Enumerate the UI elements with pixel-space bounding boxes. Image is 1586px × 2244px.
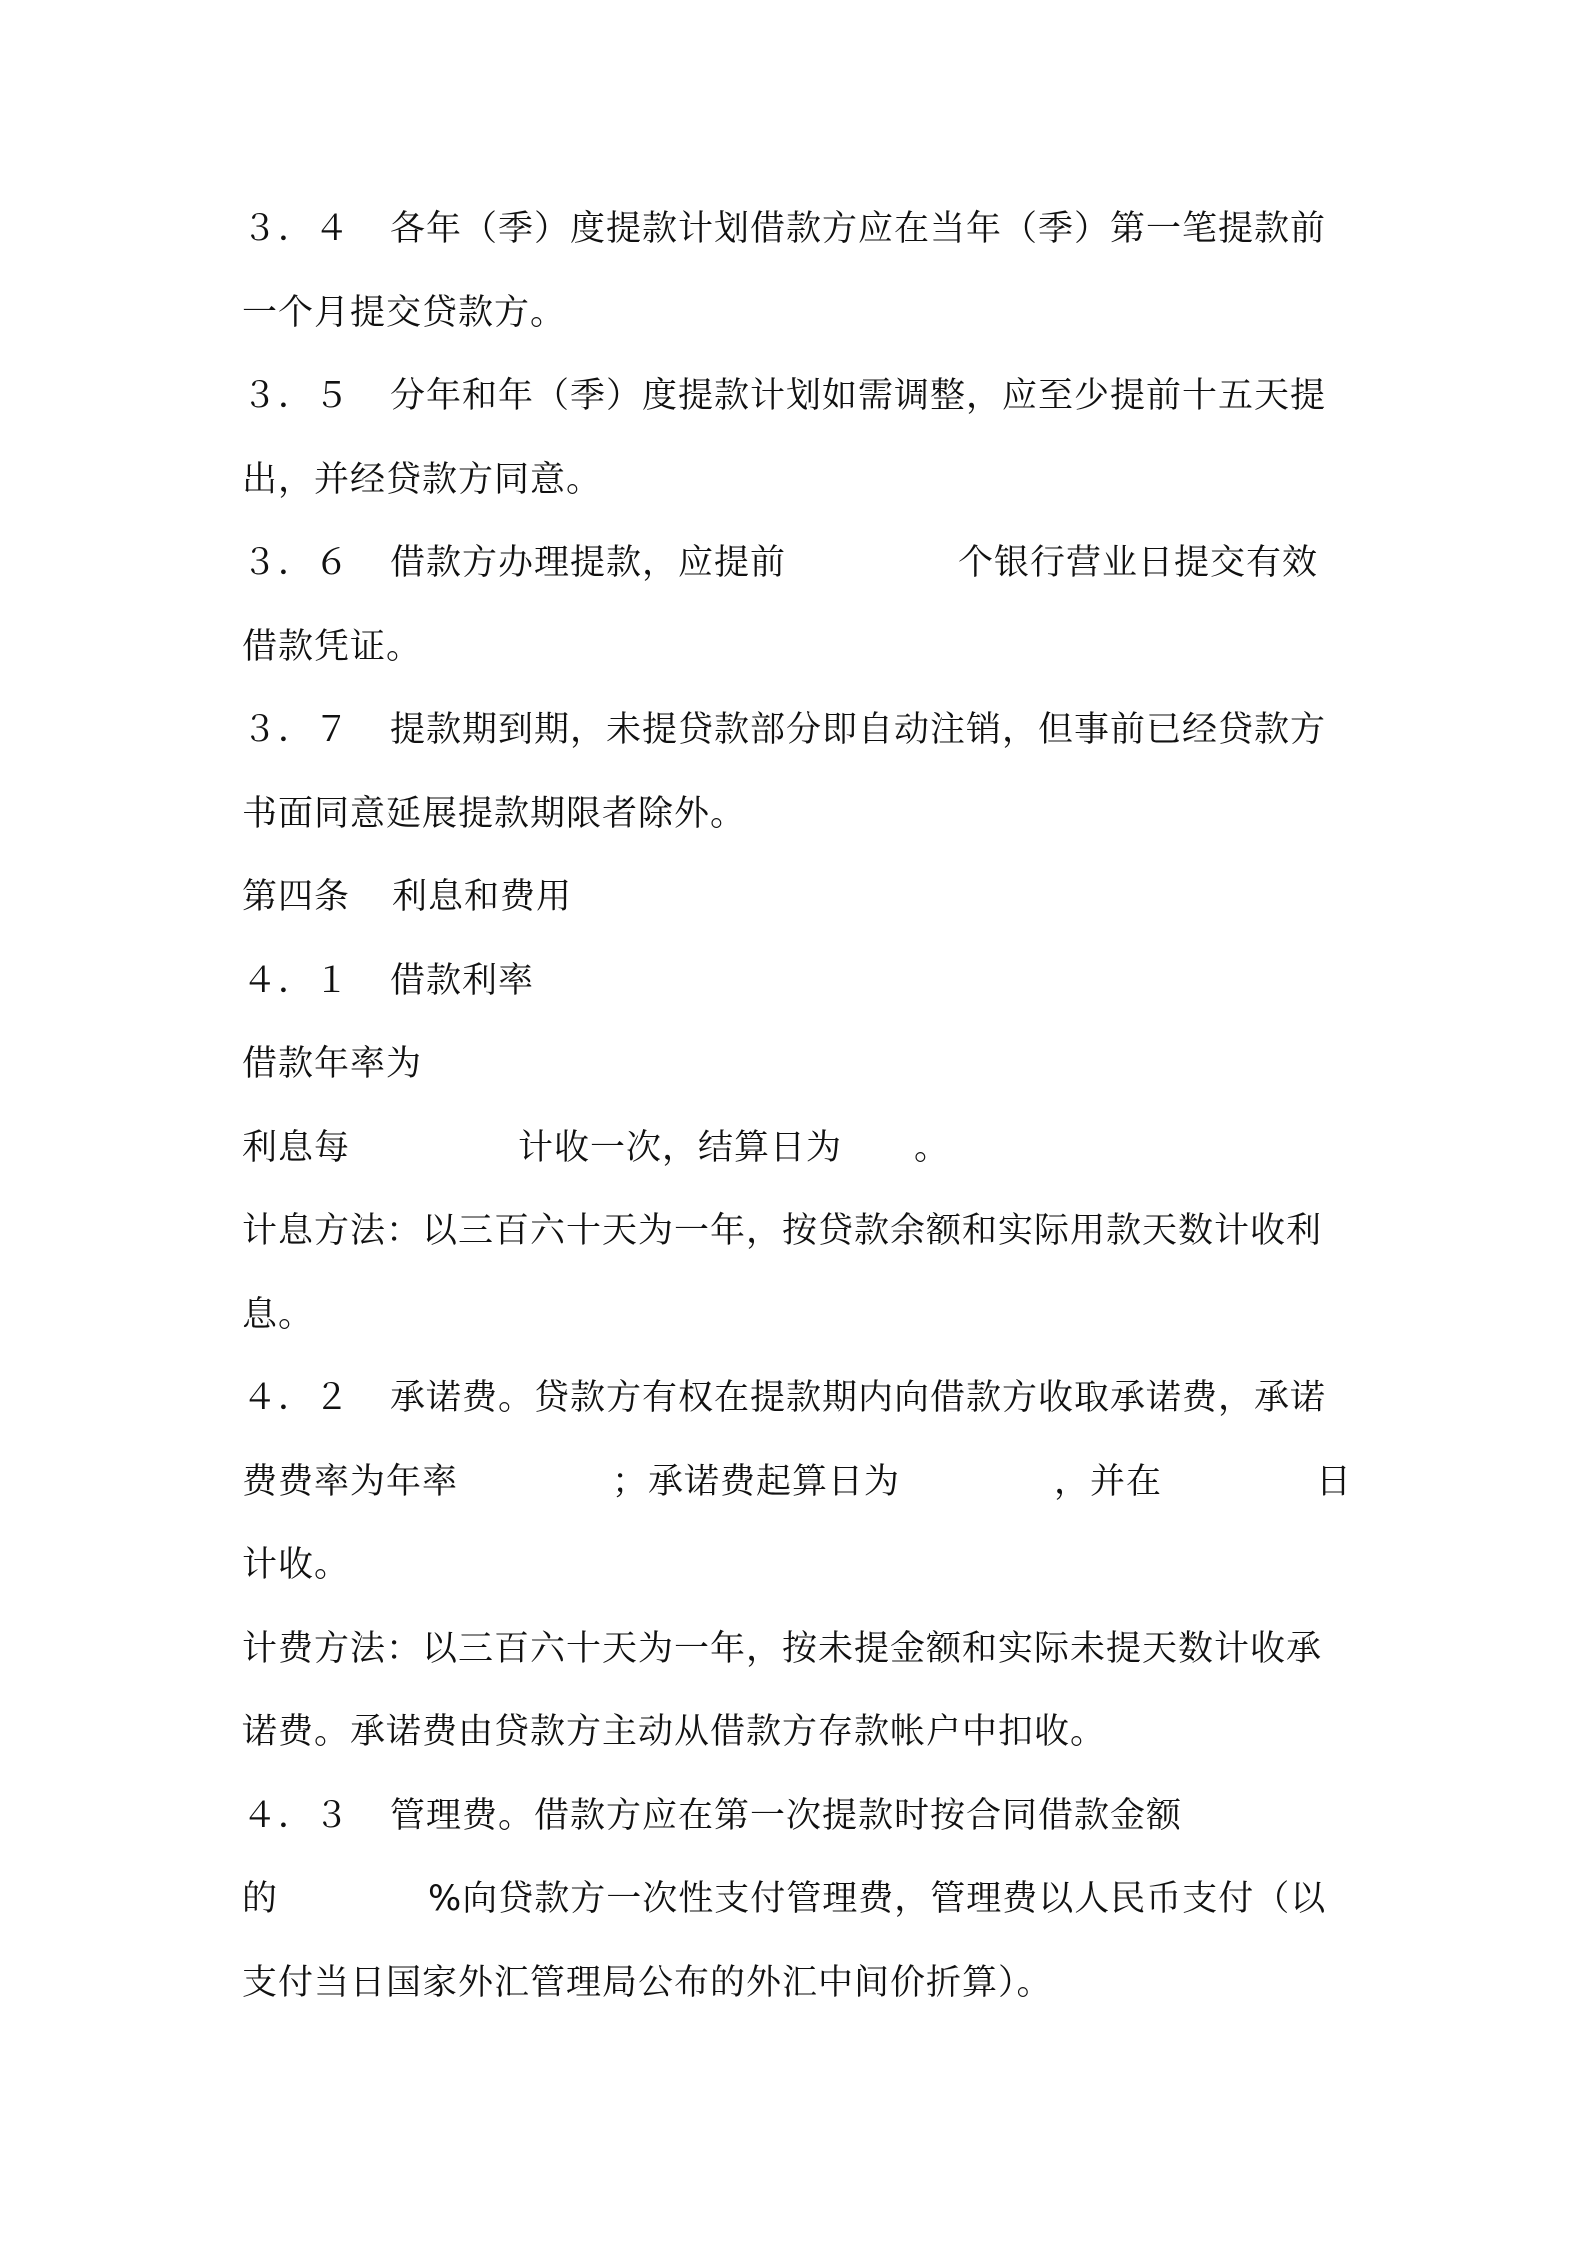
clause-text: 的 (242, 1879, 279, 1919)
clause-number: ３．６ (242, 543, 351, 583)
clause-text: 分年和年（季）度提款计划如需调整，应至少提前十五天提 (390, 376, 1327, 416)
clause-4-2-line-2 (242, 1452, 1352, 1512)
article-4-heading (242, 867, 1352, 927)
clause-4-3-line-1 (242, 1786, 1352, 1846)
clause-text: 日 (1315, 1462, 1352, 1502)
clause-4-1-rate-line (242, 1034, 1352, 1094)
clause-text: 出，并经贷款方同意。 (242, 460, 603, 500)
clause-number: ４．２ (242, 1378, 351, 1418)
clause-text: 个银行营业日提交有效 (958, 543, 1319, 583)
clause-title: 借款利率 (390, 961, 535, 1001)
clause-3-6-line-2 (242, 617, 1352, 677)
article-title: 利息和费用 (392, 877, 573, 917)
clause-text: 借款方办理提款，应提前 (390, 543, 787, 583)
clause-text: 费费率为年率 (242, 1462, 459, 1502)
clause-4-1-heading (242, 951, 1352, 1011)
clause-text: 计息方法：以三百六十天为一年，按贷款余额和实际用款天数计收利 (242, 1211, 1323, 1251)
clause-4-1-method-line-1 (242, 1201, 1352, 1261)
clause-4-2-method-line-1 (242, 1619, 1352, 1679)
clause-text: ；承诺费起算日为 (611, 1462, 900, 1502)
clause-text: 借款凭证。 (242, 627, 423, 667)
clause-number: ３．５ (242, 376, 351, 416)
article-number: 第四条 (242, 877, 351, 917)
clause-3-7-line-2 (242, 784, 1352, 844)
clause-number: ４．３ (242, 1796, 351, 1836)
clause-text: ，并在 (1053, 1462, 1162, 1502)
clause-4-3-line-2 (242, 1869, 1352, 1929)
clause-3-7-line-1 (242, 700, 1352, 760)
clause-text: 书面同意延展提款期限者除外。 (242, 794, 747, 834)
clause-text: %向贷款方一次性支付管理费，管理费以人民币支付（以 (428, 1879, 1327, 1919)
clause-3-4-line-1 (242, 199, 1352, 259)
clause-4-2-line-1 (242, 1368, 1352, 1428)
clause-4-2-method-line-2 (242, 1702, 1352, 1762)
clause-text: 息。 (242, 1295, 315, 1335)
clause-text: 借款年率为 (242, 1044, 423, 1084)
clause-3-6-line-1 (242, 533, 1352, 593)
clause-text: 计收。 (242, 1545, 351, 1585)
clause-3-4-line-2 (242, 283, 1352, 343)
clause-text: 。 (914, 1128, 951, 1168)
clause-4-2-line-3 (242, 1535, 1352, 1595)
clause-number: ３．７ (242, 710, 351, 750)
clause-text: 计费方法：以三百六十天为一年，按未提金额和实际未提天数计收承 (242, 1629, 1323, 1669)
clause-3-5-line-1 (242, 366, 1352, 426)
clause-text: 管理费。借款方应在第一次提款时按合同借款金额 (390, 1796, 1183, 1836)
clause-4-1-interest-line (242, 1118, 1352, 1178)
clause-4-3-line-3 (242, 1953, 1352, 2013)
clause-text: 各年（季）度提款计划借款方应在当年（季）第一笔提款前 (390, 209, 1327, 249)
clause-text: 一个月提交贷款方。 (242, 293, 567, 333)
clause-4-1-method-line-2 (242, 1285, 1352, 1345)
clause-text: 提款期到期，未提贷款部分即自动注销，但事前已经贷款方 (390, 710, 1327, 750)
clause-text: 利息每 (242, 1128, 351, 1168)
clause-text: 支付当日国家外汇管理局公布的外汇中间价折算）。 (242, 1963, 1053, 2003)
clause-3-5-line-2 (242, 450, 1352, 510)
clause-number: ４．１ (242, 961, 351, 1001)
clause-text: 承诺费。贷款方有权在提款期内向借款方收取承诺费，承诺 (390, 1378, 1327, 1418)
clause-text: 诺费。承诺费由贷款方主动从借款方存款帐户中扣收。 (242, 1712, 1107, 1752)
clause-text: 计收一次，结算日为 (518, 1128, 843, 1168)
clause-number: ３．４ (242, 209, 351, 249)
